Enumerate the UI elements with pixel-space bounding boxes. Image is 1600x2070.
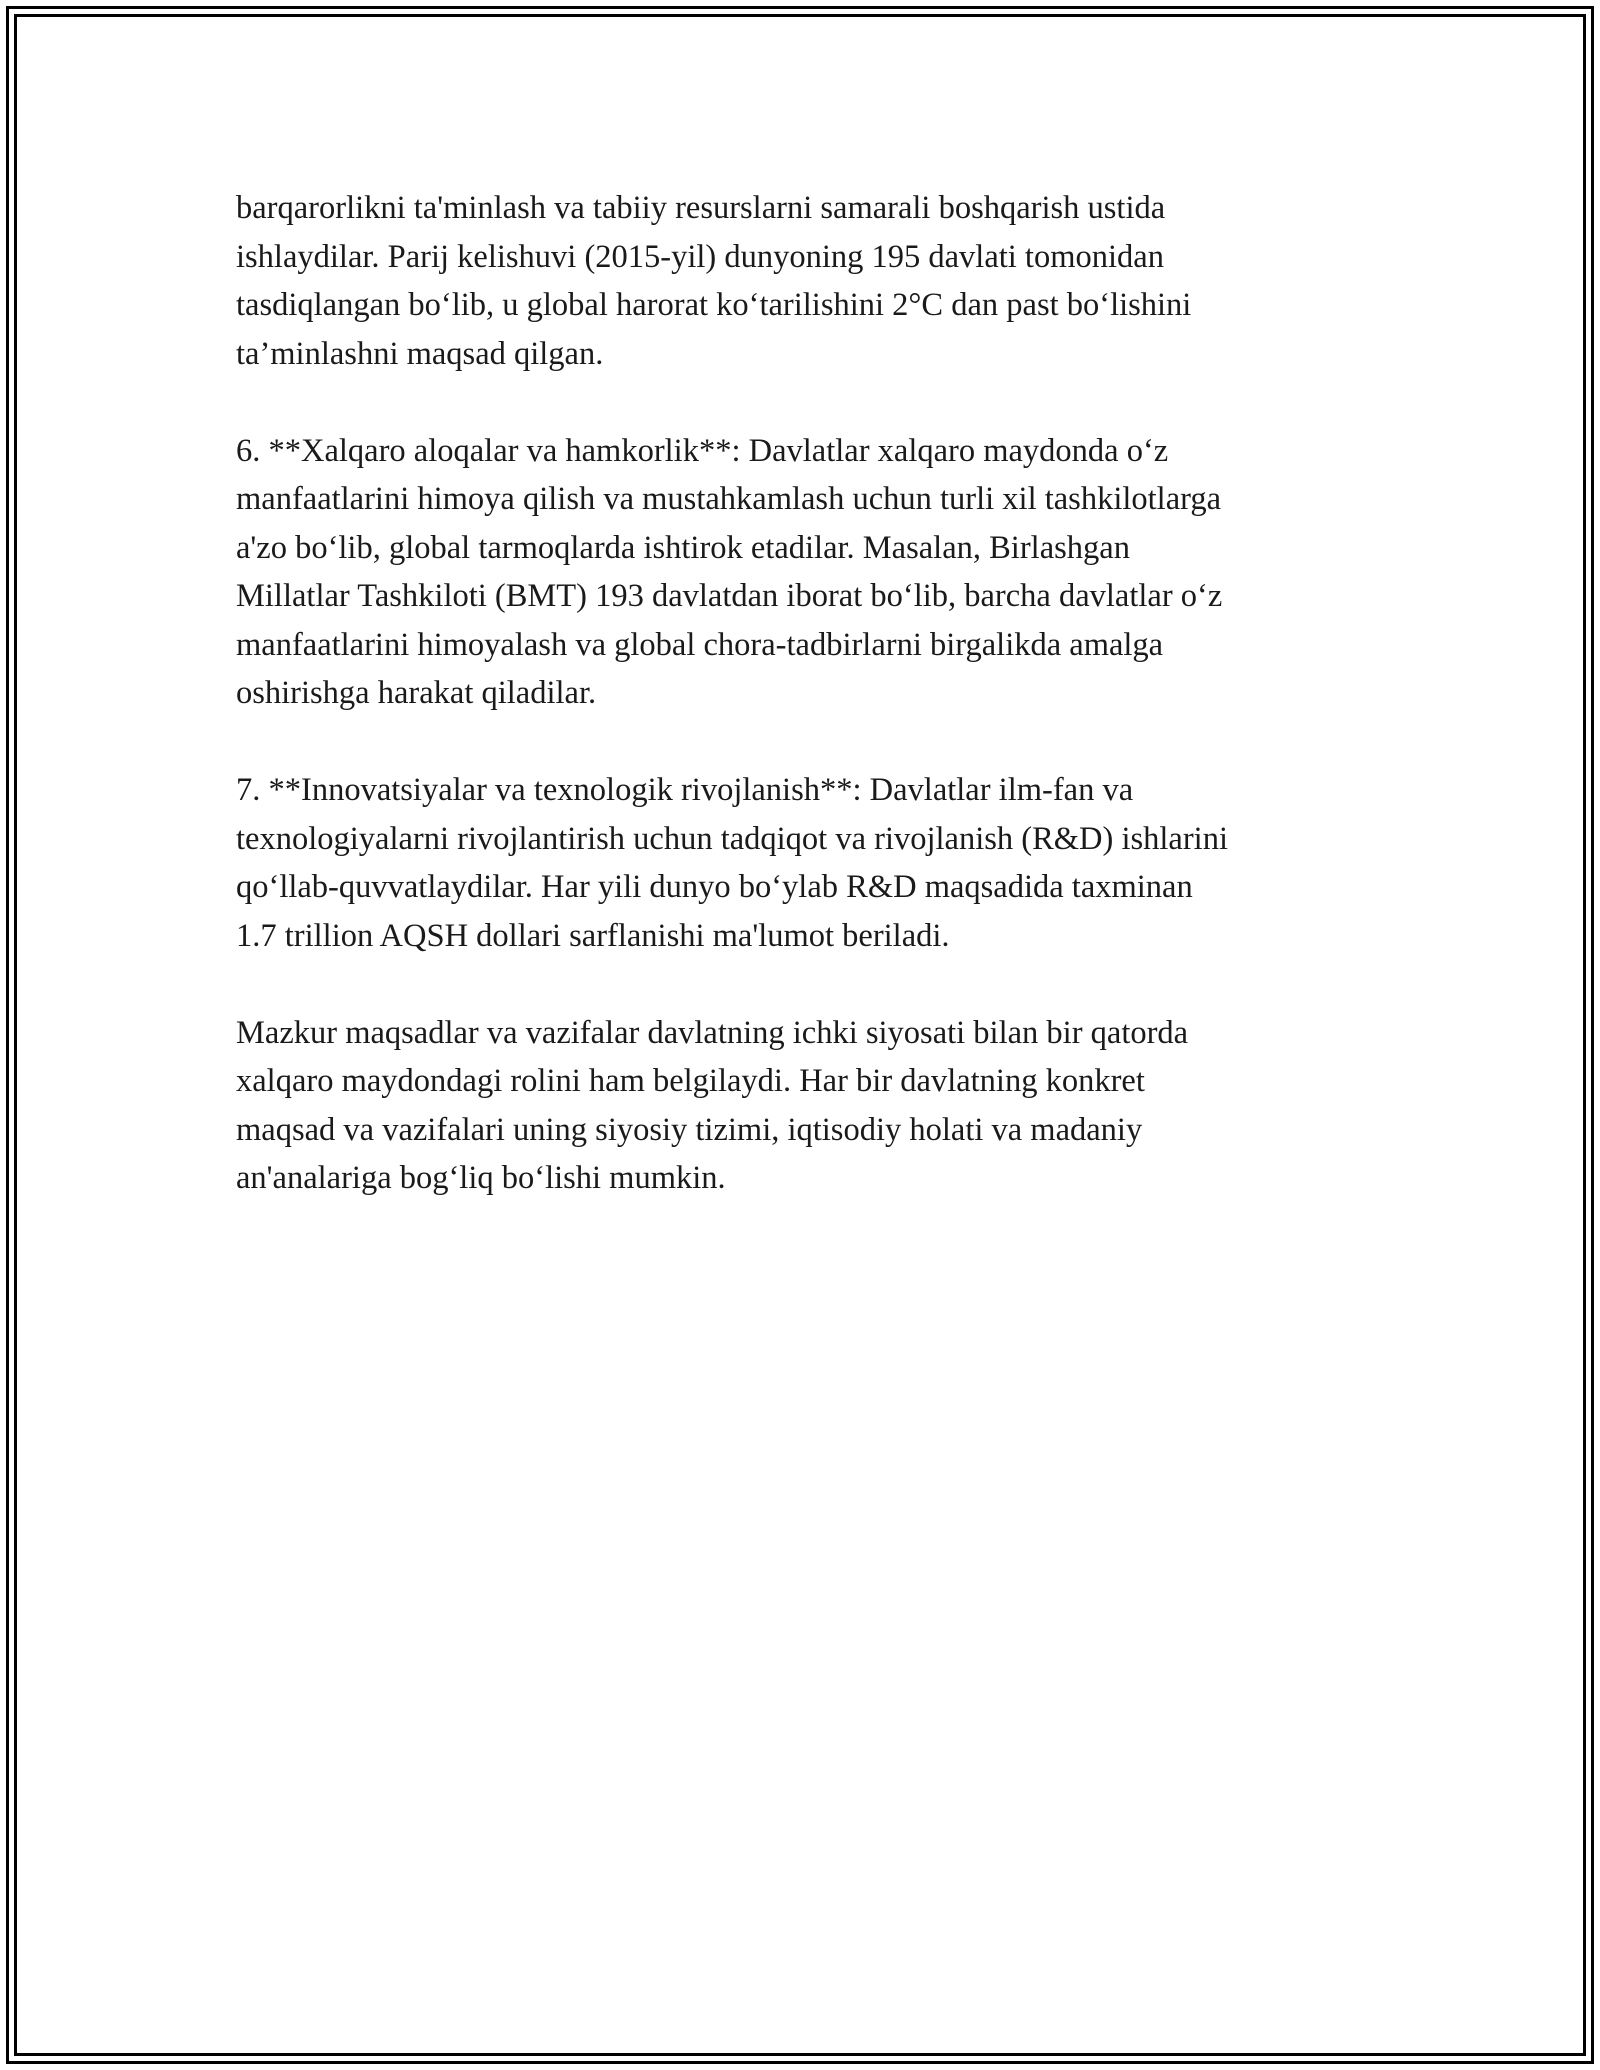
paragraph-innovation: 7. **Innovatsiyalar va texnologik rivojlanish**: Davlatlar ilm-fan va texnologiyalarni rivojlantirish uchun tadqiqot va rivojlanish (R&D) ishlarini qo‘llab-quvvatlaydilar. Har yili dunyo bo‘ylab R&D maqsadida taxminan 1.7 trillion AQSH dollari sarflanishi ma'lumot beriladi. bbox=[236, 772, 1228, 954]
document-body bbox=[236, 184, 1376, 1251]
paragraph-conclusion: Mazkur maqsadlar va vazifalar davlatning ichki siyosati bilan bir qatorda xalqaro maydondagi rolini ham belgilaydi. Har bir davlatning konkret maqsad va vazifalari uning siyosiy tizimi, iqtisodiy holati va madaniy an'analariga bog‘liq bo‘lishi mumkin. bbox=[236, 1014, 1189, 1196]
paragraph-environment: barqarorlikni ta'minlash va tabiiy resurslarni samarali boshqarish ustida ishlaydilar. Parij kelishuvi (2015-yil) dunyoning 195 davlati tomonidan tasdiqlangan bo‘lib, u global harorat ko‘tarilishini 2°C dan past bo‘lishini ta’minlashni maqsad qilgan. bbox=[236, 190, 1192, 372]
paragraph-international-relations: 6. **Xalqaro aloqalar va hamkorlik**: Davlatlar xalqaro maydonda o‘z manfaatlarini himoya qilish va mustahkamlash uchun turli xil tashkilotlarga a'zo bo‘lib, global tarmoqlarda ishtirok etadilar. Masalan, Birlashgan Millatlar Tashkiloti (BMT) 193 davlatdan iborat bo‘lib, barcha davlatlar o‘z manfaatlarini himoyalash va global chora-tadbirlarni birgalikda amalga oshirishga harakat qiladilar. bbox=[236, 432, 1223, 711]
